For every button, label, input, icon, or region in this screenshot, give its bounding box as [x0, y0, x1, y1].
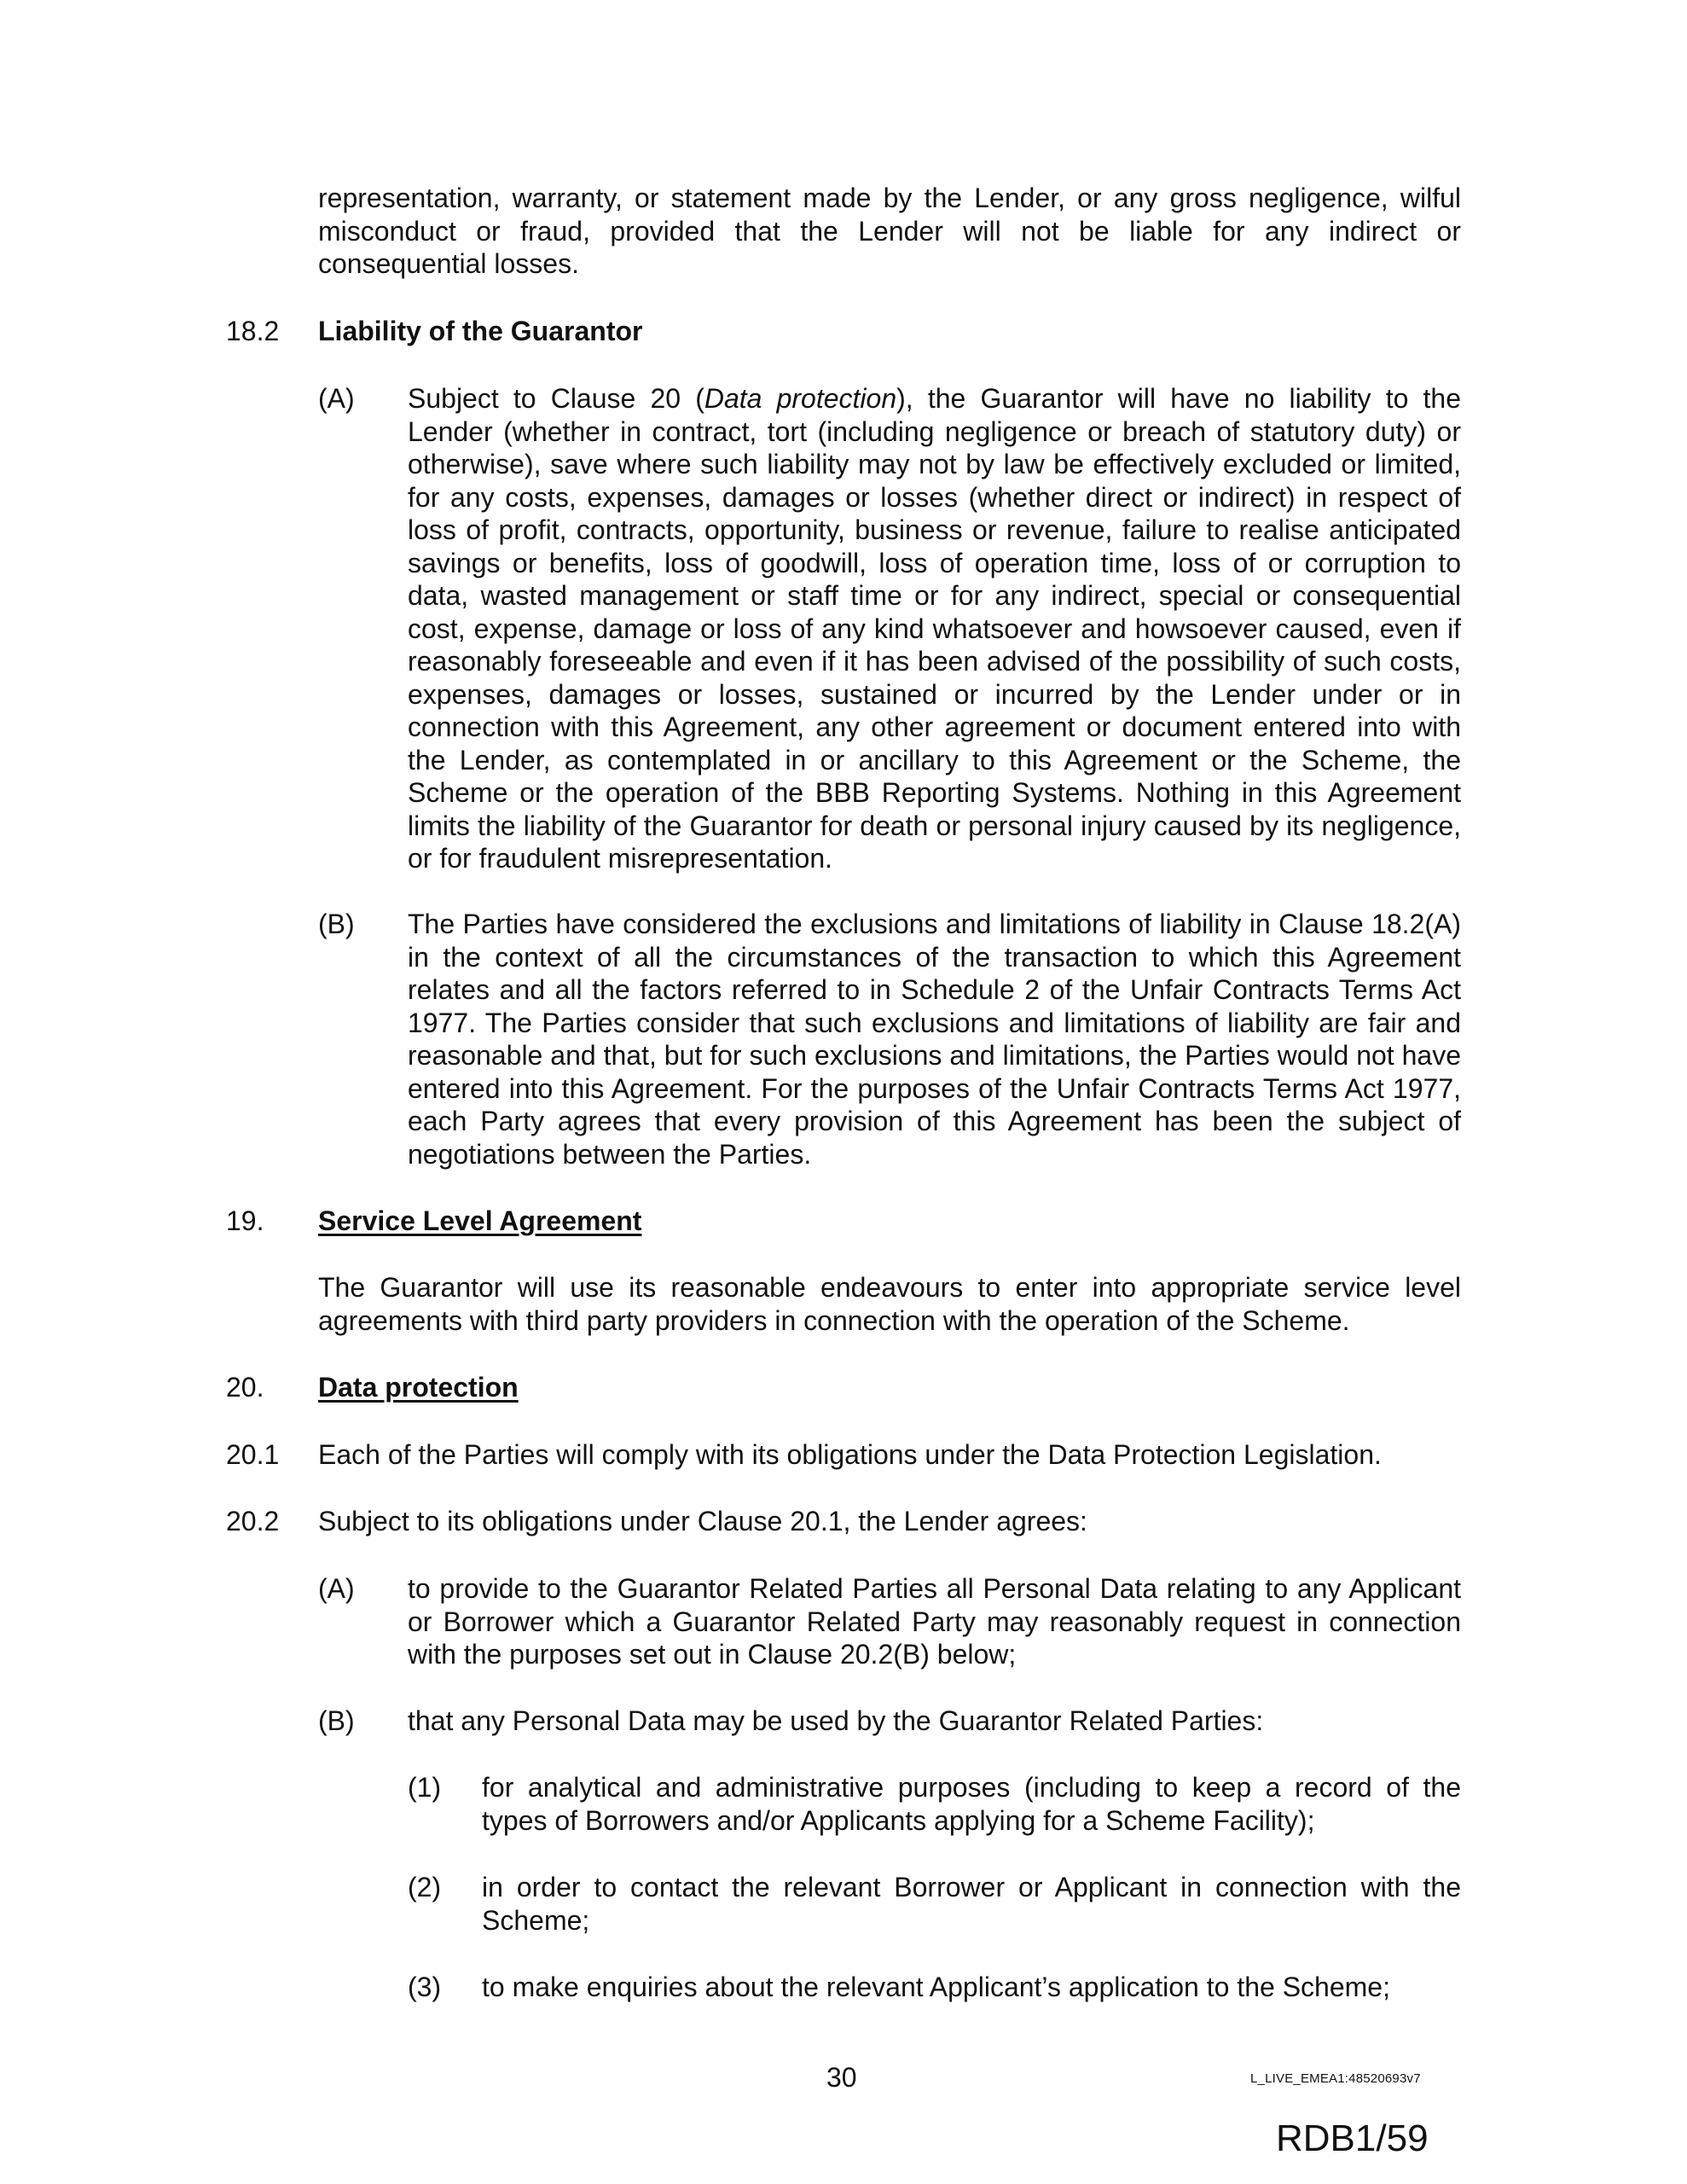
clause-18-2-a-text [408, 382, 1461, 875]
clause-19-number: 19. [226, 1205, 264, 1236]
clause-20-2-b-1-label: (1) [408, 1772, 442, 1803]
bundle-page-stamp: RDB1/59 [1276, 2117, 1429, 2159]
clause-20-2-a-text: to provide to the Guarantor Related Parties all Personal Data relating to any Applicant or Borrower which a Guarantor Related Party may reasonably request in connection with the purposes set out in Clause 20.2(B) below; [408, 1573, 1461, 1670]
clause-20-number: 20. [226, 1372, 264, 1403]
clause-20-2-b-3-text: to make enquiries about the relevant Applicant’s application to the Scheme; [482, 1972, 1390, 2002]
clause-20-2-b-2-label: (2) [408, 1872, 442, 1902]
clause-20-2-b-1-text: for analytical and administrative purposes (including to keep a record of the types of Borrowers and/or Applicants applying for a Scheme Facility); [482, 1772, 1461, 1836]
page-number: 30 [826, 2062, 857, 2093]
clause-18-2-heading: Liability of the Guarantor [318, 316, 643, 346]
document-reference: L_LIVE_EMEA1:48520693v7 [1250, 2071, 1421, 2086]
clause-19-heading: Service Level Agreement [318, 1205, 642, 1236]
clause-20-1-number: 20.1 [226, 1439, 280, 1470]
clause-18-2-a-text-part1: Subject to Clause 20 ( [408, 383, 704, 414]
clause-18-2-b-text: The Parties have considered the exclusions and limitations of liability in Clause 18.2(A) in the context of all the circumstances of the transaction to which this Agreement relates and all the factors referred to in Schedule 2 of the Unfair Contracts Terms Act 1977. The Parties consider that such exclusions and limitations of liability are fair and reasonable and that, but for such exclusions and limitations, the Parties would not have entered into this Agreement. For the purposes of the Unfair Contracts Terms Act 1977, each Party agrees that every provision of this Agreement has been the subject of negotiations between the Parties. [408, 909, 1461, 1170]
clause-20-2-a-label: (A) [318, 1573, 355, 1604]
clause-18-2-b-label: (B) [318, 909, 355, 939]
clause-20-1-text: Each of the Parties will comply with its obligations under the Data Protection Legislation. [318, 1439, 1382, 1470]
clause-20-2-b-text: that any Personal Data may be used by the Guarantor Related Parties: [408, 1705, 1264, 1736]
clause-18-2-a-text-part2: ), the Guarantor will have no liability to the Lender (whether in contract, tort (including negligence or breach of statutory duty) or otherwise), save where such liability may not by law be effectively excluded or limited, for any costs, expenses, damages or losses (whether direct or indirect) in respect of loss of profit, contracts, opportunity, business or revenue, failure to realise anticipated savings or benefits, loss of goodwill, loss of operation time, loss of or corruption to data, wasted management or staff time or for any indirect, special or consequential cost, expense, damage or loss of any kind whatsoever and howsoever caused, even if reasonably foreseeable and even if it has been advised of the possibility of such costs, expenses, damages or losses, sustained or incurred by the Lender under or in connection with this Agreement, any other agreement or document entered into with the Lender, as contemplated in or ancillary to this Agreement or the Scheme, the Scheme or the operation of the BBB Reporting Systems. Nothing in this Agreement limits the liability of the Guarantor for death or personal injury caused by its negligence, or for fraudulent misrepresentation. [408, 383, 1462, 874]
clause-20-2-b-2-text: in order to contact the relevant Borrower or Applicant in connection with the Scheme; [482, 1872, 1461, 1936]
clause-19-text: The Guarantor will use its reasonable endeavours to enter into appropriate service level agreements with third party providers in connection with the operation of the Scheme. [318, 1272, 1461, 1336]
clause-18-2-number: 18.2 [226, 316, 280, 346]
clause-20-2-b-3-label: (3) [408, 1972, 442, 2002]
clause-18-2-a-italic-reference: Data protection [704, 383, 897, 414]
clause-18-2-a-label: (A) [318, 383, 355, 414]
intro-paragraph: representation, warranty, or statement made by the Lender, or any gross negligence, wilful misconduct or fraud, provided that the Lender will not be liable for any indirect or consequential losses. [318, 183, 1461, 279]
clause-20-2-text: Subject to its obligations under Clause 20.1, the Lender agrees: [318, 1506, 1087, 1536]
clause-20-heading: Data protection [318, 1372, 519, 1403]
clause-20-2-b-label: (B) [318, 1705, 355, 1736]
clause-20-2-number: 20.2 [226, 1506, 280, 1536]
